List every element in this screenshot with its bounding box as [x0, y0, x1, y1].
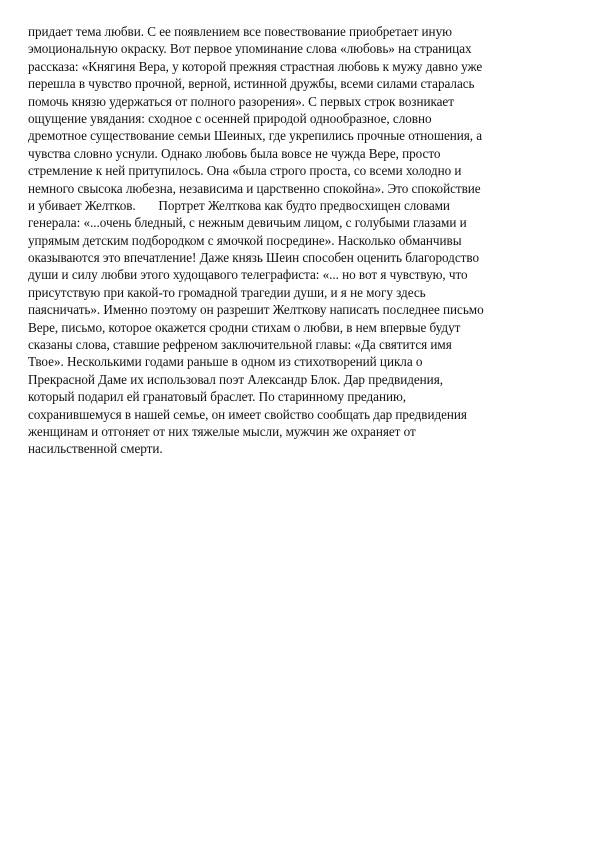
text-line: помочь князю удержаться от полного разорения». С первых строк возникает	[28, 93, 454, 109]
text-line: женщинам и отгоняет от них тяжелые мысли, мужчин же охраняет от	[28, 423, 416, 439]
text-line: Твое». Несколькими годами раньше в одном из стихотворений цикла о	[28, 354, 423, 370]
text-line: души и силу любви этого худощавого телеграфиста: «... но вот я чувствую, что	[28, 267, 468, 283]
body-text	[28, 23, 573, 458]
text-line: перешла в чувство прочной, верной, истинной дружбы, всеми силами старалась	[28, 76, 475, 92]
text-line: генерала: «...очень бледный, с нежным девичьим лицом, с голубыми глазами и	[28, 215, 467, 231]
text-line: упрямым детским подбородком с ямочкой посредине». Насколько обманчивы	[28, 232, 462, 248]
text-line: ощущение увядания: сходное с осенней природой однообразное, словно	[28, 110, 432, 126]
text-line: присутствую при какой-то громадной трагедии души, и я не могу здесь	[28, 284, 426, 300]
text-line: стремление к ней притупилось. Она «была строго проста, со всеми холодно и	[28, 163, 462, 179]
text-line: эмоциональную окраску. Вот первое упоминание слова «любовь» на страницах	[28, 41, 472, 57]
text-line: Прекрасной Даме их использовал поэт Александр Блок. Дар предвидения,	[28, 371, 443, 387]
text-line: который подарил ей гранатовый браслет. По старинному преданию,	[28, 389, 407, 405]
text-line: дремотное существование семьи Шеиных, где укрепились прочные отношения, а	[28, 128, 483, 144]
text-line: сказаны слова, ставшие рефреном заключительной главы: «Да святится имя	[28, 337, 452, 353]
text-line: паясничать». Именно поэтому он разрешит Желткову написать последнее письмо	[28, 302, 484, 318]
text-line: Вере, письмо, которое окажется сродни стихам о любви, в нем впервые будут	[28, 319, 461, 335]
text-line: немного свысока любезна, независима и царственно спокойна». Это спокойствие	[28, 180, 481, 196]
text-line: придает тема любви. С ее появлением все повествование приобретает иную	[28, 24, 452, 39]
text-line: сохранившемуся в нашей семье, он имеет свойство сообщать дар предвидения	[28, 406, 467, 422]
text-line: оказываются это впечатление! Даже князь Шеин способен оценить благородство	[28, 250, 479, 266]
text-line: насильственной смерти.	[28, 441, 163, 457]
text-line: рассказа: «Княгиня Вера, у которой прежняя страстная любовь к мужу давно уже	[28, 58, 483, 74]
text-line: и убивает Желтков. Портрет Желткова как будто предвосхищен словами	[28, 197, 450, 213]
text-line: чувства словно уснули. Однако любовь была вовсе не чужда Вере, просто	[28, 145, 441, 161]
